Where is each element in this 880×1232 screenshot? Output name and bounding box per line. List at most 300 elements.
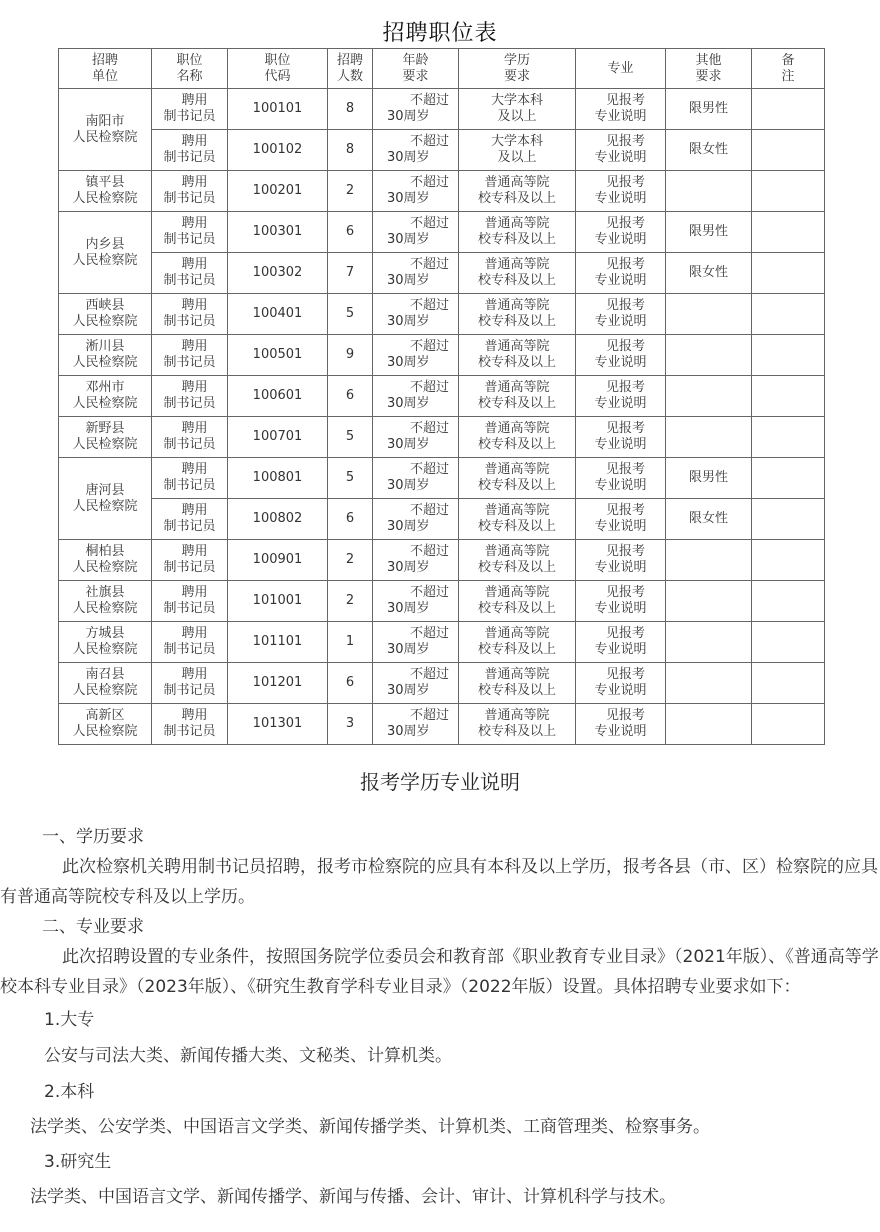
cell-line: 不超过 [409,339,449,354]
cell-line: 普通高等院 [484,708,550,723]
count-cell: 5 [328,294,373,335]
cell-line: 校专科及以上 [477,478,556,493]
count-cell: 5 [328,458,373,499]
major-text: 此次招聘设置的专业条件，按照国务院学位委员会和教育部《职业教育专业目录》（2021年版）、《普通高等学校本科专业目录》（2023年版）、《研究生教育学科专业目录》（2022年版）设置。具体招聘专业要求如下： [0,947,879,997]
count-cell: 7 [328,253,373,294]
age-cell [373,335,459,376]
header-other [666,49,752,89]
cell-line: 不超过 [409,626,449,641]
table-row [59,335,825,376]
header-major [576,49,666,89]
cell-line: 人民检察院 [72,437,138,452]
unit-cell [59,212,152,294]
cell-line: 校专科及以上 [477,314,556,329]
note-cell [752,376,825,417]
cell-line: 专业说明 [594,109,647,124]
cell-line: 聘用 [181,708,208,723]
cell-line: 专业说明 [594,232,647,247]
cell-line: 聘用 [181,667,208,682]
age-cell [373,417,459,458]
cell-line: 专业说明 [594,478,647,493]
education-cell [459,499,576,540]
cell-line: 聘用 [181,339,208,354]
explain-title: 报考学历专业说明 [360,770,520,794]
age-cell [373,581,459,622]
other-req-cell: 限女性 [666,499,752,540]
cell-line: 不超过 [409,585,449,600]
cell-line: 不超过 [409,708,449,723]
position-name-cell [152,704,228,745]
age-cell [373,253,459,294]
cell-line: 聘用 [181,421,208,436]
cell-line: 新野县 [85,421,125,436]
header-line: 名称 [176,68,203,84]
position-code-cell: 100801 [228,458,328,499]
table-row [59,704,825,745]
count-cell: 9 [328,335,373,376]
major-cell [576,581,666,622]
cell-line: 见报考 [605,134,645,149]
unit-cell [59,704,152,745]
note-cell [752,294,825,335]
cell-line: 见报考 [605,585,645,600]
cell-line: 校专科及以上 [477,601,556,616]
cell-line: 制书记员 [163,601,216,616]
cell-line: 人民检察院 [72,724,138,739]
education-cell [459,704,576,745]
edu-text: 此次检察机关聘用制书记员招聘，报考市检察院的应具有本科及以上学历，报考各县（市、区）检察院的应具有普通高等院校专科及以上学历。 [0,857,878,907]
position-name-cell [152,458,228,499]
unit-cell [59,622,152,663]
cell-line: 聘用 [181,216,208,231]
count-cell: 3 [328,704,373,745]
major-cell [576,376,666,417]
cell-line: 普通高等院 [484,257,550,272]
table-row [59,663,825,704]
other-req-cell: 限女性 [666,253,752,294]
education-cell [459,294,576,335]
cell-line: 30周岁 [387,642,430,657]
cell-line: 不超过 [409,216,449,231]
cell-line: 30周岁 [387,273,430,288]
cell-line: 制书记员 [163,724,216,739]
table-row [59,294,825,335]
cell-line: 不超过 [409,421,449,436]
position-code-cell: 100201 [228,171,328,212]
header-name [152,49,228,89]
cell-line: 校专科及以上 [477,437,556,452]
cell-line: 校专科及以上 [477,396,556,411]
cell-line: 校专科及以上 [477,683,556,698]
cell-line: 专业说明 [594,642,647,657]
cell-line: 不超过 [409,298,449,313]
cell-line: 见报考 [605,339,645,354]
header-edu [459,49,576,89]
position-name-cell [152,130,228,171]
table-row [59,458,825,499]
cell-line: 制书记员 [163,642,216,657]
major-cell [576,540,666,581]
cell-line: 制书记员 [163,519,216,534]
cell-line: 30周岁 [387,150,430,165]
cell-line: 专业说明 [594,314,647,329]
position-code-cell: 101001 [228,581,328,622]
count-cell: 2 [328,581,373,622]
cell-line: 人民检察院 [72,191,138,206]
cell-line: 校专科及以上 [477,232,556,247]
cell-line: 方城县 [85,626,125,641]
cell-line: 不超过 [409,503,449,518]
position-code-cell: 100901 [228,540,328,581]
table-row [59,376,825,417]
count-cell: 6 [328,376,373,417]
table-row [59,417,825,458]
count-cell: 6 [328,499,373,540]
cell-line: 人民检察院 [72,252,138,268]
position-name-cell [152,335,228,376]
cell-line: 30周岁 [387,683,430,698]
cell-line: 见报考 [605,257,645,272]
cell-line: 见报考 [605,626,645,641]
position-name-cell [152,540,228,581]
explain-section [0,822,880,1214]
header-line: 招聘 [336,52,363,68]
age-cell [373,540,459,581]
education-cell [459,540,576,581]
cell-line: 校专科及以上 [477,519,556,534]
cell-line: 校专科及以上 [477,642,556,657]
position-code-cell: 100802 [228,499,328,540]
age-cell [373,294,459,335]
cell-line: 校专科及以上 [477,191,556,206]
other-req-cell: 限男性 [666,89,752,130]
table-row [59,581,825,622]
table-row [59,171,825,212]
unit-cell [59,376,152,417]
cell-line: 内乡县 [85,236,125,252]
cell-line: 不超过 [409,93,449,108]
position-table [58,48,825,745]
cell-line: 社旗县 [85,585,125,600]
education-cell [459,212,576,253]
cell-line: 见报考 [605,503,645,518]
note-cell [752,335,825,376]
table-row [59,130,825,171]
other-req-cell [666,417,752,458]
major-cell [576,417,666,458]
cell-line: 镇平县 [85,175,125,190]
cell-line: 30周岁 [387,314,430,329]
cell-line: 普通高等院 [484,421,550,436]
cell-line: 聘用 [181,175,208,190]
age-cell [373,458,459,499]
cell-line: 专业说明 [594,437,647,452]
age-cell [373,171,459,212]
level-label: 1.大专 [44,1010,95,1030]
note-cell [752,171,825,212]
count-cell: 5 [328,417,373,458]
page-title: 招聘职位表 [382,21,498,46]
cell-line: 30周岁 [387,396,430,411]
note-cell [752,499,825,540]
cell-line: 普通高等院 [484,380,550,395]
education-cell [459,376,576,417]
other-req-cell [666,581,752,622]
table-body [59,89,825,745]
position-code-cell: 100301 [228,212,328,253]
cell-line: 制书记员 [163,314,216,329]
note-cell [752,704,825,745]
cell-line: 聘用 [181,626,208,641]
cell-line: 30周岁 [387,355,430,370]
cell-line: 制书记员 [163,478,216,493]
position-code-cell: 101201 [228,663,328,704]
cell-line: 见报考 [605,175,645,190]
unit-cell [59,540,152,581]
cell-line: 唐河县 [85,482,125,498]
cell-line: 校专科及以上 [477,273,556,288]
header-line: 要求 [402,68,429,84]
position-name-cell [152,212,228,253]
note-cell [752,253,825,294]
position-name-cell [152,294,228,335]
cell-line: 聘用 [181,503,208,518]
header-line: 代码 [264,68,291,84]
cell-line: 及以上 [497,150,537,165]
cell-line: 普通高等院 [484,298,550,313]
cell-line: 人民检察院 [72,642,138,657]
header-line: 年龄 [402,52,429,68]
table-row [59,499,825,540]
unit-cell [59,458,152,540]
note-cell [752,540,825,581]
cell-line: 30周岁 [387,109,430,124]
position-code-cell: 100501 [228,335,328,376]
major-cell [576,294,666,335]
level-label: 2.本科 [44,1082,95,1102]
cell-line: 制书记员 [163,191,216,206]
cell-line: 30周岁 [387,519,430,534]
cell-line: 不超过 [409,380,449,395]
cell-line: 制书记员 [163,150,216,165]
unit-cell [59,663,152,704]
age-cell [373,130,459,171]
cell-line: 见报考 [605,462,645,477]
cell-line: 南召县 [85,667,125,682]
unit-cell [59,171,152,212]
position-name-cell [152,663,228,704]
education-cell [459,417,576,458]
table-row [59,212,825,253]
cell-line: 及以上 [497,109,537,124]
count-cell: 1 [328,622,373,663]
position-code-cell: 101101 [228,622,328,663]
major-cell [576,212,666,253]
cell-line: 专业说明 [594,724,647,739]
cell-line: 见报考 [605,216,645,231]
cell-line: 聘用 [181,134,208,149]
header-line: 单位 [91,68,118,84]
cell-line: 见报考 [605,93,645,108]
major-cell [576,622,666,663]
position-name-cell [152,622,228,663]
other-req-cell [666,622,752,663]
major-heading: 二、专业要求 [42,917,144,937]
education-cell [459,663,576,704]
cell-line: 30周岁 [387,478,430,493]
cell-line: 30周岁 [387,601,430,616]
header-unit [59,49,152,89]
position-name-cell [152,499,228,540]
cell-line: 见报考 [605,421,645,436]
other-req-cell: 限男性 [666,458,752,499]
unit-cell [59,581,152,622]
cell-line: 聘用 [181,380,208,395]
table-header-row [59,49,825,89]
header-line: 要求 [695,68,722,84]
cell-line: 普通高等院 [484,462,550,477]
cell-line: 制书记员 [163,437,216,452]
cell-line: 专业说明 [594,273,647,288]
major-cell [576,335,666,376]
level-majors: 法学类、中国语言文学、新闻传播学、新闻与传播、会计、审计、计算机科学与技术。 [30,1187,676,1207]
cell-line: 不超过 [409,257,449,272]
cell-line: 人民检察院 [72,355,138,370]
cell-line: 不超过 [409,462,449,477]
major-cell [576,458,666,499]
age-cell [373,89,459,130]
header-line: 备 [781,52,795,68]
cell-line: 人民检察院 [72,560,138,575]
major-cell [576,171,666,212]
cell-line: 不超过 [409,544,449,559]
note-cell [752,458,825,499]
position-name-cell [152,253,228,294]
table-row [59,540,825,581]
age-cell [373,704,459,745]
cell-line: 聘用 [181,462,208,477]
level-majors: 公安与司法大类、新闻传播大类、文秘类、计算机类。 [44,1046,452,1066]
position-name-cell [152,171,228,212]
major-cell [576,499,666,540]
cell-line: 邓州市 [85,380,125,395]
unit-cell [59,417,152,458]
count-cell: 2 [328,540,373,581]
position-name-cell [152,376,228,417]
cell-line: 制书记员 [163,232,216,247]
other-req-cell [666,171,752,212]
count-cell: 8 [328,89,373,130]
note-cell [752,622,825,663]
cell-line: 西峡县 [85,298,125,313]
header-line: 要求 [503,68,530,84]
note-cell [752,130,825,171]
education-cell [459,171,576,212]
note-cell [752,89,825,130]
position-code-cell: 100701 [228,417,328,458]
cell-line: 不超过 [409,667,449,682]
unit-cell [59,294,152,335]
header-line: 其他 [695,52,722,68]
cell-line: 见报考 [605,667,645,682]
header-note [752,49,825,89]
header-line: 招聘 [91,52,118,68]
education-cell [459,581,576,622]
cell-line: 制书记员 [163,396,216,411]
cell-line: 专业说明 [594,396,647,411]
position-code-cell: 100601 [228,376,328,417]
cell-line: 不超过 [409,134,449,149]
cell-line: 人民检察院 [72,683,138,698]
header-line: 注 [781,68,795,84]
education-cell [459,89,576,130]
cell-line: 大学本科 [490,134,543,149]
count-cell: 6 [328,212,373,253]
header-line: 职位 [264,52,291,68]
cell-line: 普通高等院 [484,175,550,190]
cell-line: 人民检察院 [72,129,138,145]
cell-line: 制书记员 [163,109,216,124]
cell-line: 南阳市 [85,113,125,129]
education-cell [459,458,576,499]
major-cell [576,663,666,704]
cell-line: 普通高等院 [484,626,550,641]
cell-line: 高新区 [85,708,125,723]
position-name-cell [152,417,228,458]
age-cell [373,376,459,417]
education-cell [459,335,576,376]
age-cell [373,663,459,704]
education-cell [459,622,576,663]
position-code-cell: 100102 [228,130,328,171]
cell-line: 不超过 [409,175,449,190]
table-row [59,253,825,294]
age-cell [373,499,459,540]
level-majors: 法学类、公安学类、中国语言文学类、新闻传播学类、计算机类、工商管理类、检察事务。 [30,1117,710,1137]
cell-line: 普通高等院 [484,667,550,682]
cell-line: 见报考 [605,708,645,723]
unit-cell [59,335,152,376]
cell-line: 专业说明 [594,560,647,575]
cell-line: 聘用 [181,93,208,108]
position-code-cell: 100401 [228,294,328,335]
major-cell [576,253,666,294]
count-cell: 2 [328,171,373,212]
cell-line: 30周岁 [387,232,430,247]
education-cell [459,130,576,171]
level-label: 3.研究生 [44,1152,112,1172]
cell-line: 人民检察院 [72,498,138,514]
cell-line: 聘用 [181,585,208,600]
other-req-cell: 限女性 [666,130,752,171]
cell-line: 制书记员 [163,273,216,288]
cell-line: 见报考 [605,380,645,395]
header-line: 人数 [336,68,363,84]
education-cell [459,253,576,294]
cell-line: 校专科及以上 [477,724,556,739]
cell-line: 普通高等院 [484,339,550,354]
cell-line: 制书记员 [163,683,216,698]
cell-line: 专业说明 [594,191,647,206]
cell-line: 30周岁 [387,191,430,206]
header-line: 职位 [176,52,203,68]
count-cell: 8 [328,130,373,171]
position-name-cell [152,89,228,130]
cell-line: 制书记员 [163,355,216,370]
major-cell [576,89,666,130]
age-cell [373,212,459,253]
cell-line: 大学本科 [490,93,543,108]
